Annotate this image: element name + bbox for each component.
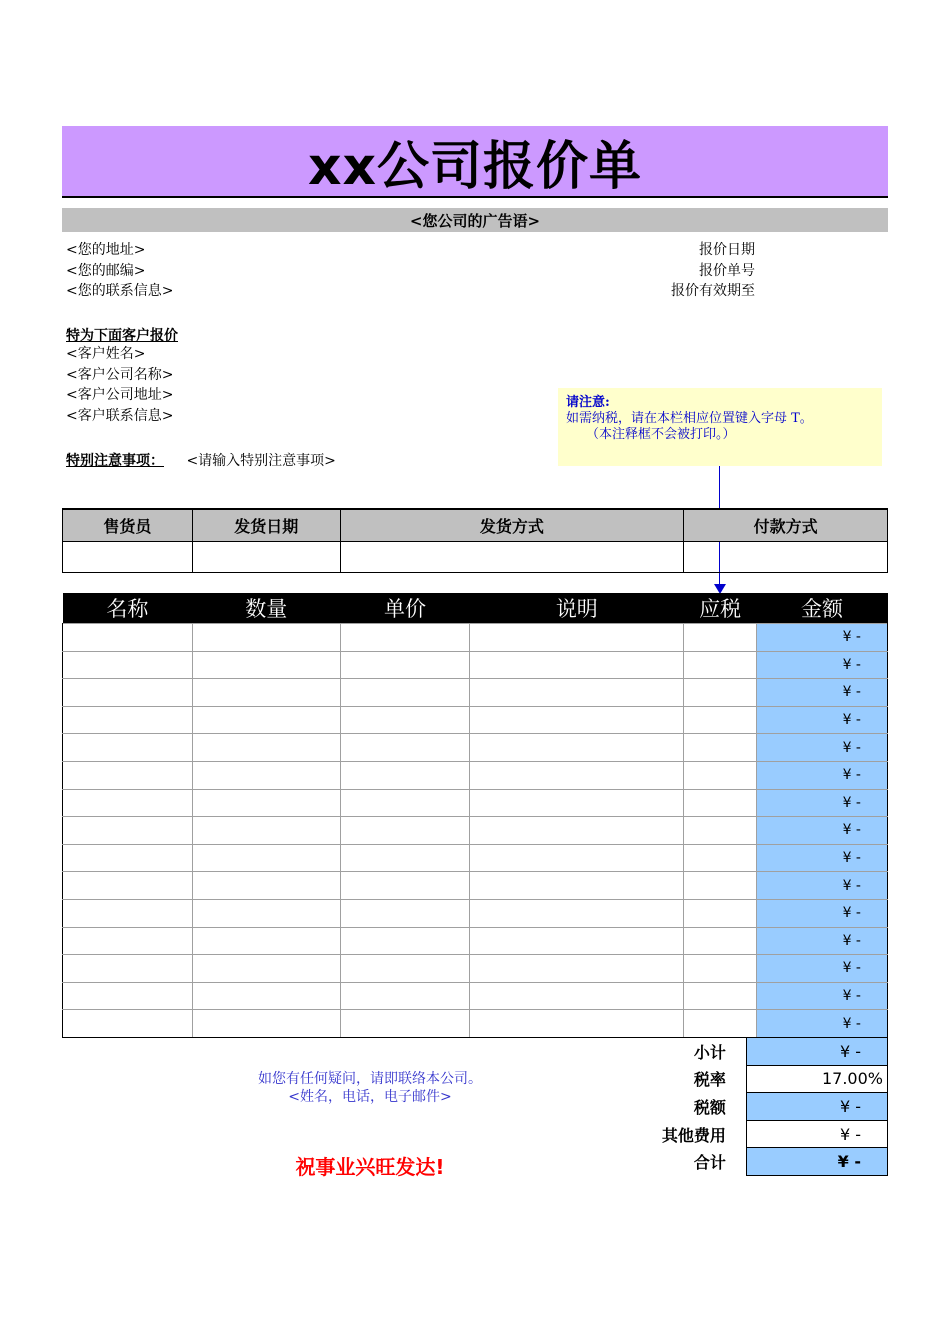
item-unit-price-cell[interactable] [340, 651, 470, 679]
customer-contact: <客户联系信息> [66, 407, 174, 424]
company-contact: <您的联系信息> [66, 283, 174, 299]
item-unit-price-cell[interactable] [340, 844, 470, 872]
item-description-cell[interactable] [470, 789, 684, 817]
item-amount-cell: ¥ - [757, 817, 888, 845]
table-row [63, 734, 888, 762]
item-name-cell[interactable] [63, 789, 193, 817]
table-row [63, 982, 888, 1010]
total-label: 合计 [693, 1153, 726, 1173]
customer-name: <客户姓名> [66, 346, 146, 362]
item-amount-cell: ¥ - [757, 651, 888, 679]
item-unit-price-cell[interactable] [340, 899, 470, 927]
item-description-cell[interactable] [470, 651, 684, 679]
slogan: <您公司的广告语> [62, 208, 888, 232]
item-amount-cell: ¥ - [757, 789, 888, 817]
item-quantity-cell[interactable] [192, 844, 340, 872]
item-name-cell[interactable] [63, 624, 193, 652]
item-unit-price-cell[interactable] [340, 706, 470, 734]
page-title: xx公司报价单 [62, 126, 888, 198]
item-name-cell[interactable] [63, 872, 193, 900]
item-unit-price-cell[interactable] [340, 734, 470, 762]
table-row [63, 899, 888, 927]
shipping-table [62, 508, 888, 573]
quote-date-label: 报价日期 [699, 242, 755, 258]
item-quantity-cell[interactable] [192, 1010, 340, 1038]
table-row [63, 624, 888, 652]
item-description-cell[interactable] [470, 844, 684, 872]
items-table [62, 593, 888, 1038]
item-amount-cell: ¥ - [757, 1010, 888, 1038]
tax-rate-value[interactable]: 17.00% [746, 1065, 887, 1093]
customer-address: <客户公司地址> [66, 387, 174, 403]
special-notes-value[interactable]: <请输入特别注意事项> [186, 453, 336, 469]
item-taxable-cell[interactable] [684, 817, 757, 845]
tax-rate-label: 税率 [693, 1070, 726, 1090]
quote-number-label: 报价单号 [699, 262, 755, 279]
item-description-cell[interactable] [470, 706, 684, 734]
shipping-header-ship-method: 发货方式 [340, 509, 684, 542]
item-unit-price-cell[interactable] [340, 872, 470, 900]
item-taxable-cell[interactable] [684, 761, 757, 789]
item-quantity-cell[interactable] [192, 706, 340, 734]
item-unit-price-cell[interactable] [340, 955, 470, 983]
table-row [63, 844, 888, 872]
special-notes [66, 450, 336, 470]
item-quantity-cell[interactable] [192, 624, 340, 652]
item-name-cell[interactable] [63, 734, 193, 762]
tax-value: ¥ - [746, 1093, 887, 1121]
item-description-cell[interactable] [470, 734, 684, 762]
note-box [558, 388, 882, 466]
item-amount-cell: ¥ - [757, 844, 888, 872]
table-row [63, 789, 888, 817]
company-info [66, 240, 173, 302]
items-header-name: 名称 [63, 593, 193, 624]
item-quantity-cell[interactable] [192, 817, 340, 845]
item-taxable-cell[interactable] [684, 899, 757, 927]
item-name-cell[interactable] [63, 899, 193, 927]
item-amount-cell: ¥ - [757, 872, 888, 900]
items-header-quantity: 数量 [192, 593, 340, 624]
subtotal-value: ¥ - [746, 1038, 887, 1066]
item-name-cell[interactable] [63, 706, 193, 734]
item-amount-cell: ¥ - [757, 982, 888, 1010]
item-description-cell[interactable] [470, 982, 684, 1010]
table-row [63, 1010, 888, 1038]
item-quantity-cell[interactable] [192, 734, 340, 762]
item-name-cell[interactable] [63, 761, 193, 789]
item-description-cell[interactable] [470, 624, 684, 652]
item-name-cell[interactable] [63, 1010, 193, 1038]
item-taxable-cell[interactable] [684, 1010, 757, 1038]
item-taxable-cell[interactable] [684, 624, 757, 652]
contact-footer [200, 1070, 540, 1106]
item-description-cell[interactable] [470, 955, 684, 983]
customer-heading: 特为下面客户报价 [66, 328, 178, 344]
item-description-cell[interactable] [470, 761, 684, 789]
item-taxable-cell[interactable] [684, 679, 757, 707]
item-unit-price-cell[interactable] [340, 624, 470, 652]
contact-line1: 如您有任何疑问，请即联络本公司。 [258, 1071, 482, 1087]
company-zip: <您的邮编> [66, 262, 146, 279]
table-row [63, 651, 888, 679]
item-unit-price-cell[interactable] [340, 927, 470, 955]
item-taxable-cell[interactable] [684, 734, 757, 762]
total-value: ¥ - [746, 1148, 887, 1176]
item-quantity-cell[interactable] [192, 899, 340, 927]
item-unit-price-cell[interactable] [340, 761, 470, 789]
item-name-cell[interactable] [63, 982, 193, 1010]
item-taxable-cell[interactable] [684, 706, 757, 734]
item-description-cell[interactable] [470, 899, 684, 927]
note-title: 请注意: [566, 395, 610, 410]
item-unit-price-cell[interactable] [340, 789, 470, 817]
item-taxable-cell[interactable] [684, 872, 757, 900]
table-row [63, 761, 888, 789]
item-amount-cell: ¥ - [757, 955, 888, 983]
item-amount-cell: ¥ - [757, 927, 888, 955]
table-row [63, 706, 888, 734]
subtotal-label: 小计 [693, 1042, 726, 1062]
item-quantity-cell[interactable] [192, 955, 340, 983]
company-address: <您的地址> [66, 242, 146, 258]
item-description-cell[interactable] [470, 927, 684, 955]
item-quantity-cell[interactable] [192, 872, 340, 900]
item-name-cell[interactable] [63, 651, 193, 679]
shipping-header-salesperson: 售货员 [63, 509, 193, 542]
other-fees-value[interactable]: ¥ - [746, 1120, 887, 1148]
shipping-header-payment: 付款方式 [684, 509, 888, 542]
item-taxable-cell[interactable] [684, 789, 757, 817]
item-taxable-cell[interactable] [684, 955, 757, 983]
tax-label: 税额 [693, 1097, 726, 1117]
item-amount-cell: ¥ - [757, 624, 888, 652]
note-line2: （本注释框不会被打印。） [586, 427, 736, 442]
item-quantity-cell[interactable] [192, 651, 340, 679]
item-unit-price-cell[interactable] [340, 1010, 470, 1038]
item-description-cell[interactable] [470, 679, 684, 707]
item-name-cell[interactable] [63, 955, 193, 983]
item-quantity-cell[interactable] [192, 789, 340, 817]
item-amount-cell: ¥ - [757, 706, 888, 734]
item-name-cell[interactable] [63, 679, 193, 707]
quote-meta [600, 240, 755, 302]
special-notes-label: 特别注意事项： [66, 453, 164, 469]
item-unit-price-cell[interactable] [340, 817, 470, 845]
item-description-cell[interactable] [470, 1010, 684, 1038]
shipping-cell-ship-date[interactable] [192, 542, 340, 573]
items-header-taxable: 应税 [684, 593, 757, 624]
item-amount-cell: ¥ - [757, 679, 888, 707]
closing-wish: 祝事业兴旺发达! [295, 1155, 445, 1179]
item-name-cell[interactable] [63, 817, 193, 845]
items-header-description: 说明 [470, 593, 684, 624]
item-quantity-cell[interactable] [192, 679, 340, 707]
table-row [63, 872, 888, 900]
other-fees-label: 其他费用 [661, 1125, 726, 1145]
shipping-header-ship-date: 发货日期 [192, 509, 340, 542]
table-row [63, 955, 888, 983]
item-taxable-cell[interactable] [684, 844, 757, 872]
quote-valid-label: 报价有效期至 [671, 283, 755, 299]
item-description-cell[interactable] [470, 817, 684, 845]
item-name-cell[interactable] [63, 844, 193, 872]
contact-line2: <姓名，电话，电子邮件> [288, 1089, 452, 1105]
summary-table [645, 1037, 888, 1176]
item-amount-cell: ¥ - [757, 899, 888, 927]
item-quantity-cell[interactable] [192, 927, 340, 955]
item-amount-cell: ¥ - [757, 734, 888, 762]
item-amount-cell: ¥ - [757, 761, 888, 789]
item-taxable-cell[interactable] [684, 982, 757, 1010]
item-unit-price-cell[interactable] [340, 679, 470, 707]
table-row [63, 817, 888, 845]
item-quantity-cell[interactable] [192, 982, 340, 1010]
shipping-cell-payment[interactable] [684, 542, 888, 573]
item-taxable-cell[interactable] [684, 927, 757, 955]
table-row [63, 679, 888, 707]
items-header-amount: 金额 [757, 593, 888, 624]
item-name-cell[interactable] [63, 927, 193, 955]
item-quantity-cell[interactable] [192, 761, 340, 789]
customer-company: <客户公司名称> [66, 366, 174, 383]
shipping-cell-salesperson[interactable] [63, 542, 193, 573]
note-line1: 如需纳税，请在本栏相应位置键入字母 T。 [566, 411, 813, 426]
table-row [63, 927, 888, 955]
item-description-cell[interactable] [470, 872, 684, 900]
items-header-unit-price: 单价 [340, 593, 470, 624]
customer-info [66, 344, 173, 426]
item-unit-price-cell[interactable] [340, 982, 470, 1010]
item-taxable-cell[interactable] [684, 651, 757, 679]
shipping-cell-ship-method[interactable] [340, 542, 684, 573]
